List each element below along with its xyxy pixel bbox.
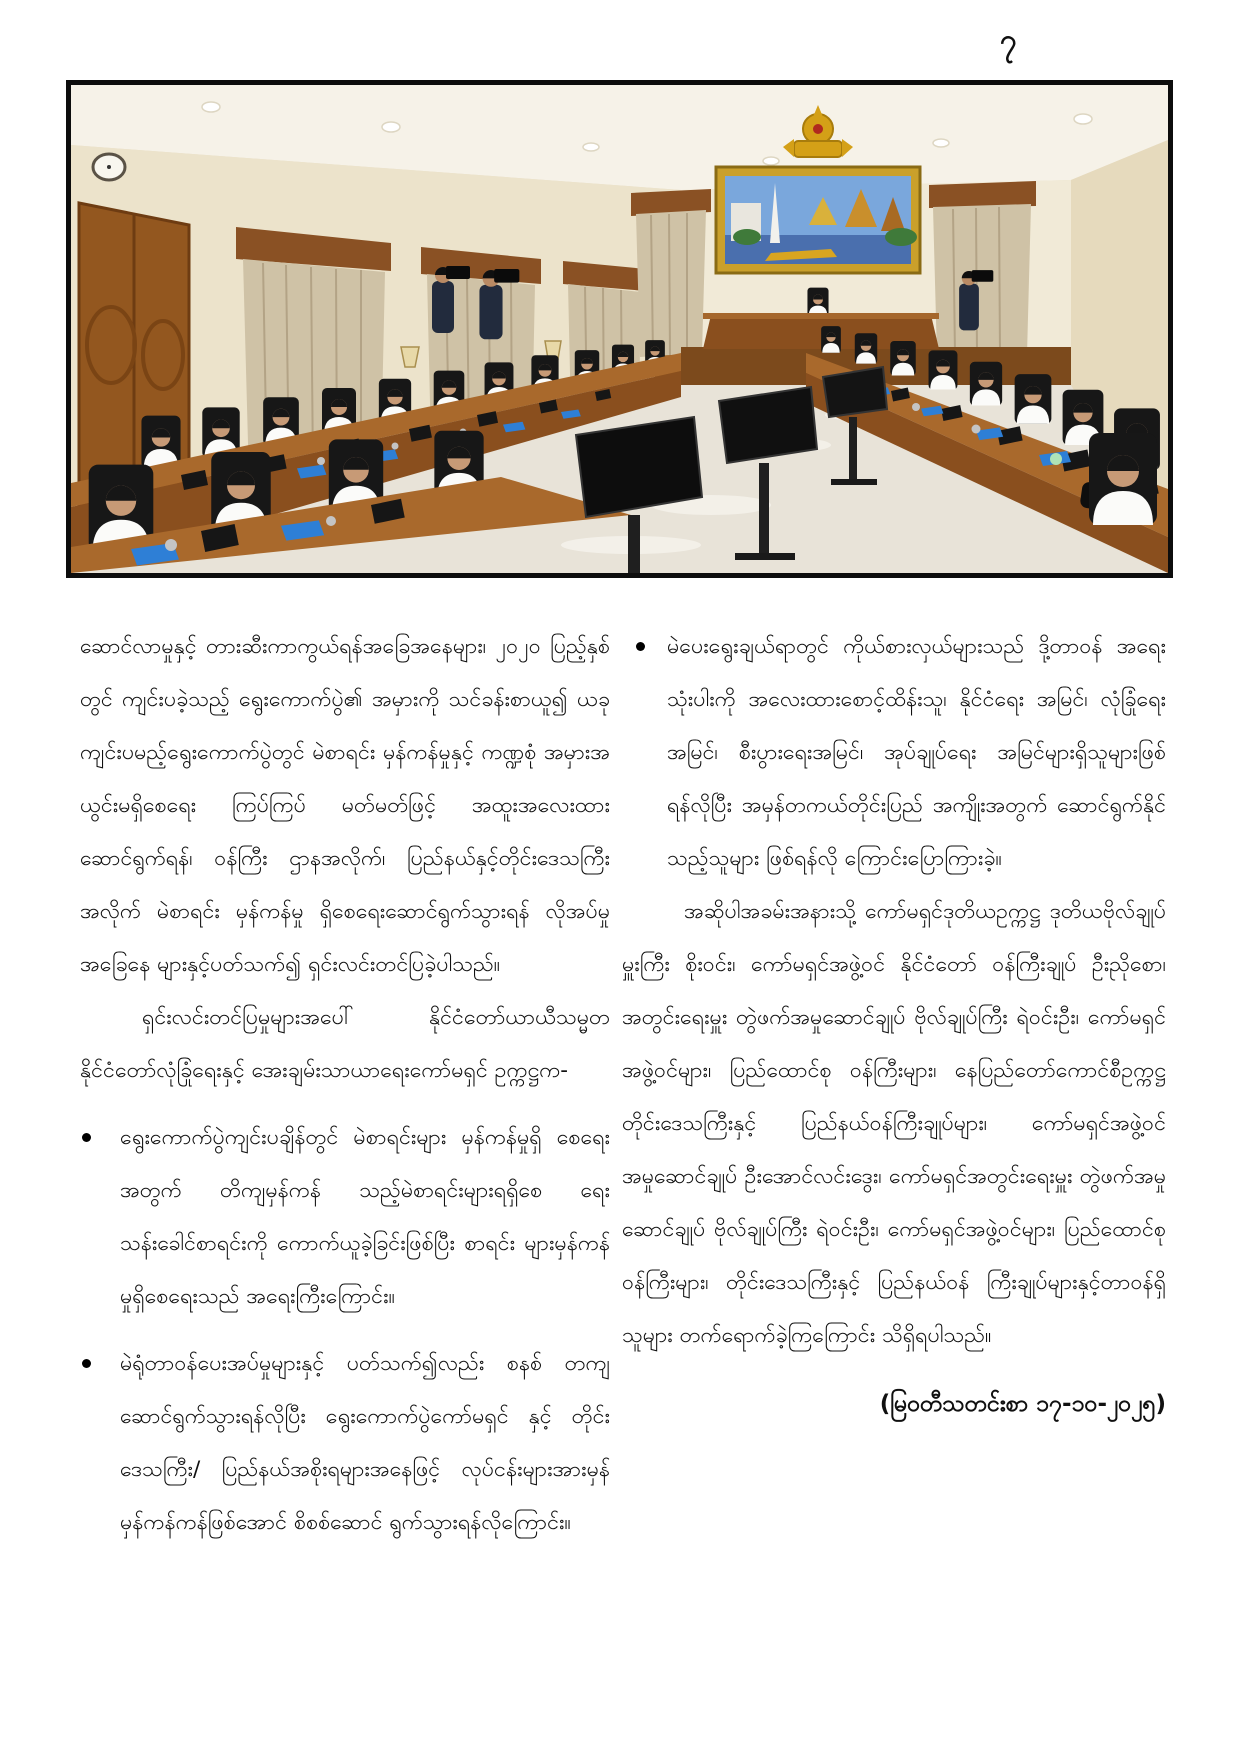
bullet-text: ရွေးကောက်ပွဲကျင်းပချိန်တွင် မဲစာရင်းများ မှန်ကန်မှုရှိ စေရေးအတွက် တိကျမှန်ကန် သည့်မဲစာရင်းများရရှိစေ ရေး သန်းခေါင်စာရင်းကို ကောက်ယူခဲ့ခြင်းဖြစ်ပြီး စာရင်း များမှန်ကန်မှုရှိစေရေးသည် အရေးကြီးကြောင်း။ bbox=[120, 1125, 610, 1309]
meeting-photo bbox=[66, 80, 1173, 578]
paragraph: ရှင်းလင်းတင်ပြမှုများအပေါ် နိုင်ငံတော်ယာယီသမ္မတ နိုင်ငံတော်လုံခြုံရေးနှင့် အေးချမ်းသာယာရေးကော်မရှင် ဥက္ကဋ္ဌက- bbox=[80, 1005, 610, 1083]
article-right-column bbox=[622, 620, 1166, 1454]
wall-painting bbox=[716, 167, 920, 273]
bullet-text: မဲပေးရွေးချယ်ရာတွင် ကိုယ်စားလှယ်များသည် ဒို့တာဝန် အရေးသုံးပါးကို အလေးထားစောင့်ထိန်းသူ၊ နိုင်ငံရေး အမြင်၊ လုံခြုံရေးအမြင်၊ စီးပွားရေးအမြင်၊ အုပ်ချုပ်ရေး အမြင်များရှိသူများဖြစ်ရန်လိုပြီး အမှန်တကယ်တိုင်းပြည် အကျိုးအတွက် ဆောင်ရွက်နိုင်သည့်သူများ ဖြစ်ရန်လို ကြောင်းပြောကြားခဲ့။ bbox=[667, 634, 1166, 871]
paragraph: ဆောင်လာမှုနှင့် တားဆီးကာကွယ်ရန်အခြေအနေများ၊ ၂၀၂၀ ပြည့်နှစ်တွင် ကျင်းပခဲ့သည့် ရွေးကောက်ပွဲ၏ အမှားကို သင်ခန်းစာယူ၍ ယခုကျင်းပမည့်ရွေးကောက်ပွဲတွင် မဲစာရင်း မှန်ကန်မှုနှင့် ကဏ္ဍစုံ အမှားအယွင်းမရှိစေရေး ကြပ်ကြပ် မတ်မတ်ဖြင့် အထူးအလေးထား ဆောင်ရွက်ရန်၊ ဝန်ကြီး ဌာနအလိုက်၊ ပြည်နယ်နှင့်တိုင်းဒေသကြီးအလိုက် မဲစာရင်း မှန်ကန်မှု ရှိစေရေးဆောင်ရွက်သွားရန် လိုအပ်မှုအခြေနေ များနှင့်ပတ်သက်၍ ရှင်းလင်းတင်ပြခဲ့ပါသည်။ bbox=[80, 634, 610, 977]
bullet-item bbox=[622, 620, 1166, 885]
wall-clock bbox=[93, 154, 125, 180]
page-number: ၇ bbox=[1000, 23, 1017, 58]
meeting-room-scene bbox=[71, 85, 1168, 573]
chairman bbox=[807, 288, 828, 317]
bullet-item bbox=[80, 1337, 610, 1549]
back-curtain-right bbox=[929, 181, 1036, 357]
source-credit: (မြဝတီသတင်းစာ ၁၇-၁၀-၂၀၂၅) bbox=[879, 1391, 1166, 1417]
back-curtain-left bbox=[631, 189, 711, 357]
bullet-dot bbox=[82, 1359, 91, 1368]
bullet-dot bbox=[82, 1133, 91, 1142]
bullet-item bbox=[80, 1111, 610, 1323]
bullet-dot bbox=[636, 642, 645, 651]
article-left-column bbox=[80, 620, 610, 1549]
bullet-text: မဲရုံတာဝန်ပေးအပ်မှုများနှင့် ပတ်သက်၍လည်း စနစ် တကျဆောင်ရွက်သွားရန်လိုပြီး ရွေးကောက်ပွဲကော်မရှင် နှင့် တိုင်းဒေသကြီး/ ပြည်နယ်အစိုးရများအနေဖြင့် လုပ်ငန်းများအားမှန်မှန်ကန်ကန်ဖြစ်အောင် စိစစ်ဆောင် ရွက်သွားရန်လိုကြောင်း။ bbox=[120, 1351, 610, 1535]
foreground-right-delegate bbox=[1089, 433, 1157, 525]
paragraph: အဆိုပါအခမ်းအနားသို့ ကော်မရှင်ဒုတိယဥက္ကဋ္ဌ ဒုတိယဗိုလ်ချုပ်မှူးကြီး စိုးဝင်း၊ ကော်မရှင်အဖွဲ့ဝင် နိုင်ငံတော် ဝန်ကြီးချုပ် ဦးညိုစော၊ အတွင်းရေးမှူး တွဲဖက်အမှုဆောင်ချုပ် ဗိုလ်ချုပ်ကြီး ရဲဝင်းဦး၊ ကော်မရှင်အဖွဲ့ဝင်များ၊ ပြည်ထောင်စု ဝန်ကြီးများ၊ နေပြည်တော်ကောင်စီဥက္ကဋ္ဌ တိုင်းဒေသကြီးနှင့် ပြည်နယ်ဝန်ကြီးချုပ်များ၊ ကော်မရှင်အဖွဲ့ဝင် အမှုဆောင်ချုပ် ဦးအောင်လင်းဒွေး၊ ကော်မရှင်အတွင်းရေးမှူး တွဲဖက်အမှု ဆောင်ချုပ် ဗိုလ်ချုပ်ကြီး ရဲဝင်းဦး၊ ကော်မရှင်အဖွဲ့ဝင်များ၊ ပြည်ထောင်စု ဝန်ကြီးများ၊ တိုင်းဒေသကြီးနှင့် ပြည်နယ်ဝန် ကြီးချုပ်များနှင့်တာဝန်ရှိသူများ တက်ရောက်ခဲ့ကြကြောင်း သိရှိရပါသည်။ bbox=[622, 899, 1166, 1348]
